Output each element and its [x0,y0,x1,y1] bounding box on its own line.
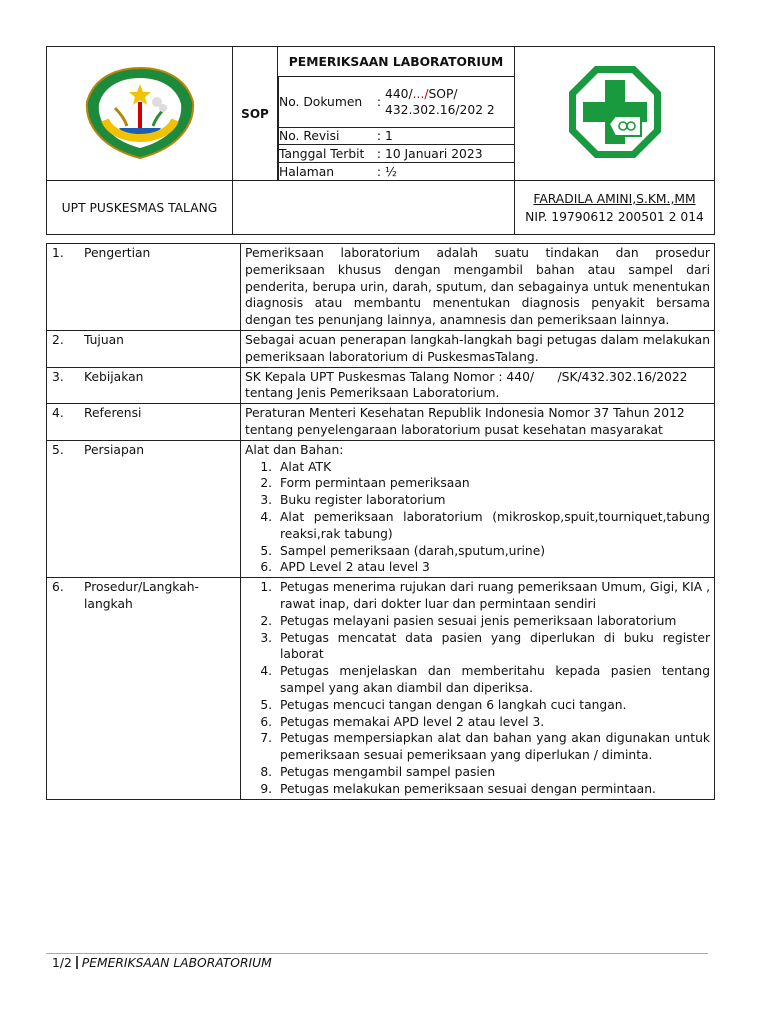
issue-date: 10 Januari 2023 [385,145,514,163]
procedure-list [245,579,710,797]
meta-label: No. Dokumen [279,77,374,127]
signatory-cell [515,181,715,235]
regency-logo-cell [47,47,233,181]
procedure-cell [241,578,715,799]
list-item: 5. Petugas mencuci tangan dengan 6 langkah cuci tangan. [276,697,710,714]
document-title: PEMERIKSAAN LABORATORIUM [278,47,514,77]
list-item: 4. Petugas menjelaskan dan memberitahu kepada pasien tentang sampel yang akan diambil dan diperiksa. [276,663,710,697]
puskesmas-logo-cell [515,47,715,181]
document-number-blank: .../ [412,86,429,101]
row-label: Referensi [80,404,241,441]
signatory-nip: NIP. 19790612 200501 2 014 [525,209,704,224]
row-number: 4. [47,404,81,441]
list-item: 6. APD Level 2 atau level 3 [276,559,710,576]
policy-text: SK Kepala UPT Puskesmas Talang Nomor : 440/ /SK/432.302.16/2022 tentang Jenis Pemeriksaan Laboratorium. [241,367,715,404]
preparation-list [245,459,710,577]
table-row [47,440,715,577]
sop-header-table [46,46,715,235]
row-label: Tujuan [80,330,241,367]
document-number-part: 440/ [385,86,413,101]
row-number: 2. [47,330,81,367]
list-item: 2. Petugas melayani pasien sesuai jenis pemeriksaan laboratorium [276,613,710,630]
reference-text: Peraturan Menteri Kesehatan Republik Indonesia Nomor 37 Tahun 2012 tentang penyelengaraan laboratorium pusat kesehatan masyarakat [241,404,715,441]
list-item: 3. Petugas mencatat data pasien yang diperlukan di buku register laborat [276,630,710,664]
list-item: 4. Alat pemeriksaan laboratorium (mikroskop,spuit,tourniquet,tabung reaksi,rak tabung) [276,509,710,543]
list-item: 5. Sampel pemeriksaan (darah,sputum,urine) [276,543,710,560]
list-item: 9. Petugas melakukan pemeriksaan sesuai dengan permintaan. [276,781,710,798]
footer-divider [46,953,708,954]
list-item: 7. Petugas mempersiapkan alat dan bahan yang akan digunakan untuk pemeriksaan sesuai pemeriksaan yang diperlukan / diminta. [276,730,710,764]
regency-emblem-icon [75,62,205,162]
row-number: 3. [47,367,81,404]
meta-colon: : [373,127,385,145]
list-item: 3. Buku register laboratorium [276,492,710,509]
footer-page-number: 1/2 [52,956,72,970]
list-item: 1. Petugas menerima rujukan dari ruang pemeriksaan Umum, Gigi, KIA , rawat inap, dari dokter luar dan permintaan sendiri [276,579,710,613]
document-meta-table [278,77,514,180]
row-label: Persiapan [80,440,241,577]
page-footer [52,956,272,970]
footer-title: PEMERIKSAAN LABORATORIUM [81,956,272,970]
footer-separator [76,956,78,969]
table-row [47,578,715,799]
sop-content-table [46,243,715,800]
meta-label: Tanggal Terbit [279,145,374,163]
meta-cell [278,47,515,181]
meta-colon: : [373,145,385,163]
list-item: 6. Petugas memakai APD level 2 atau level 3. [276,714,710,731]
row-number: 6. [47,578,81,799]
page-count: ½ [385,164,397,179]
row-label: Pengertian [80,244,241,331]
row-number: 5. [47,440,81,577]
document-number [385,77,514,127]
definition-text: Pemeriksaan laboratorium adalah suatu tindakan dan prosedur pemeriksaan khusus dengan mengambil bahan atau sampel dari penderita, berupa urin, darah, sputum, dan sebagainya untuk menentukan diagnosis atau membantu menentukan diagnosis penyakit bersama dengan tes penunjang lainnya, anamnesis dan pemeriksaan lainnya. [241,244,715,331]
meta-label: Halaman [279,163,374,180]
revision-number: 1 [385,127,514,145]
row-label: Prosedur/Langkah-langkah [80,578,241,799]
org-name: UPT PUSKESMAS TALANG [47,181,233,235]
table-row [47,367,715,404]
meta-label: No. Revisi [279,127,374,145]
puskesmas-logo-icon [565,62,665,162]
signatory-name: FARADILA AMINI,S.KM.,MM [533,191,696,206]
preparation-cell [241,440,715,577]
sop-label-cell: SOP [233,47,278,181]
meta-colon: : [376,164,382,179]
document-number-part: SOP/ 432.302.16/202 2 [385,86,495,117]
meta-colon: : [373,77,385,127]
preparation-intro: Alat dan Bahan: [245,442,344,457]
row-label: Kebijakan [80,367,241,404]
row-number: 1. [47,244,81,331]
table-row [47,330,715,367]
list-item: 2. Form permintaan pemeriksaan [276,475,710,492]
list-item: 1. Alat ATK [276,459,710,476]
list-item: 8. Petugas mengambil sampel pasien [276,764,710,781]
table-row [47,244,715,331]
table-row [47,404,715,441]
empty-cell [233,181,515,235]
purpose-text: Sebagai acuan penerapan langkah-langkah bagi petugas dalam melakukan pemeriksaan laboratorium di PuskesmasTalang. [241,330,715,367]
